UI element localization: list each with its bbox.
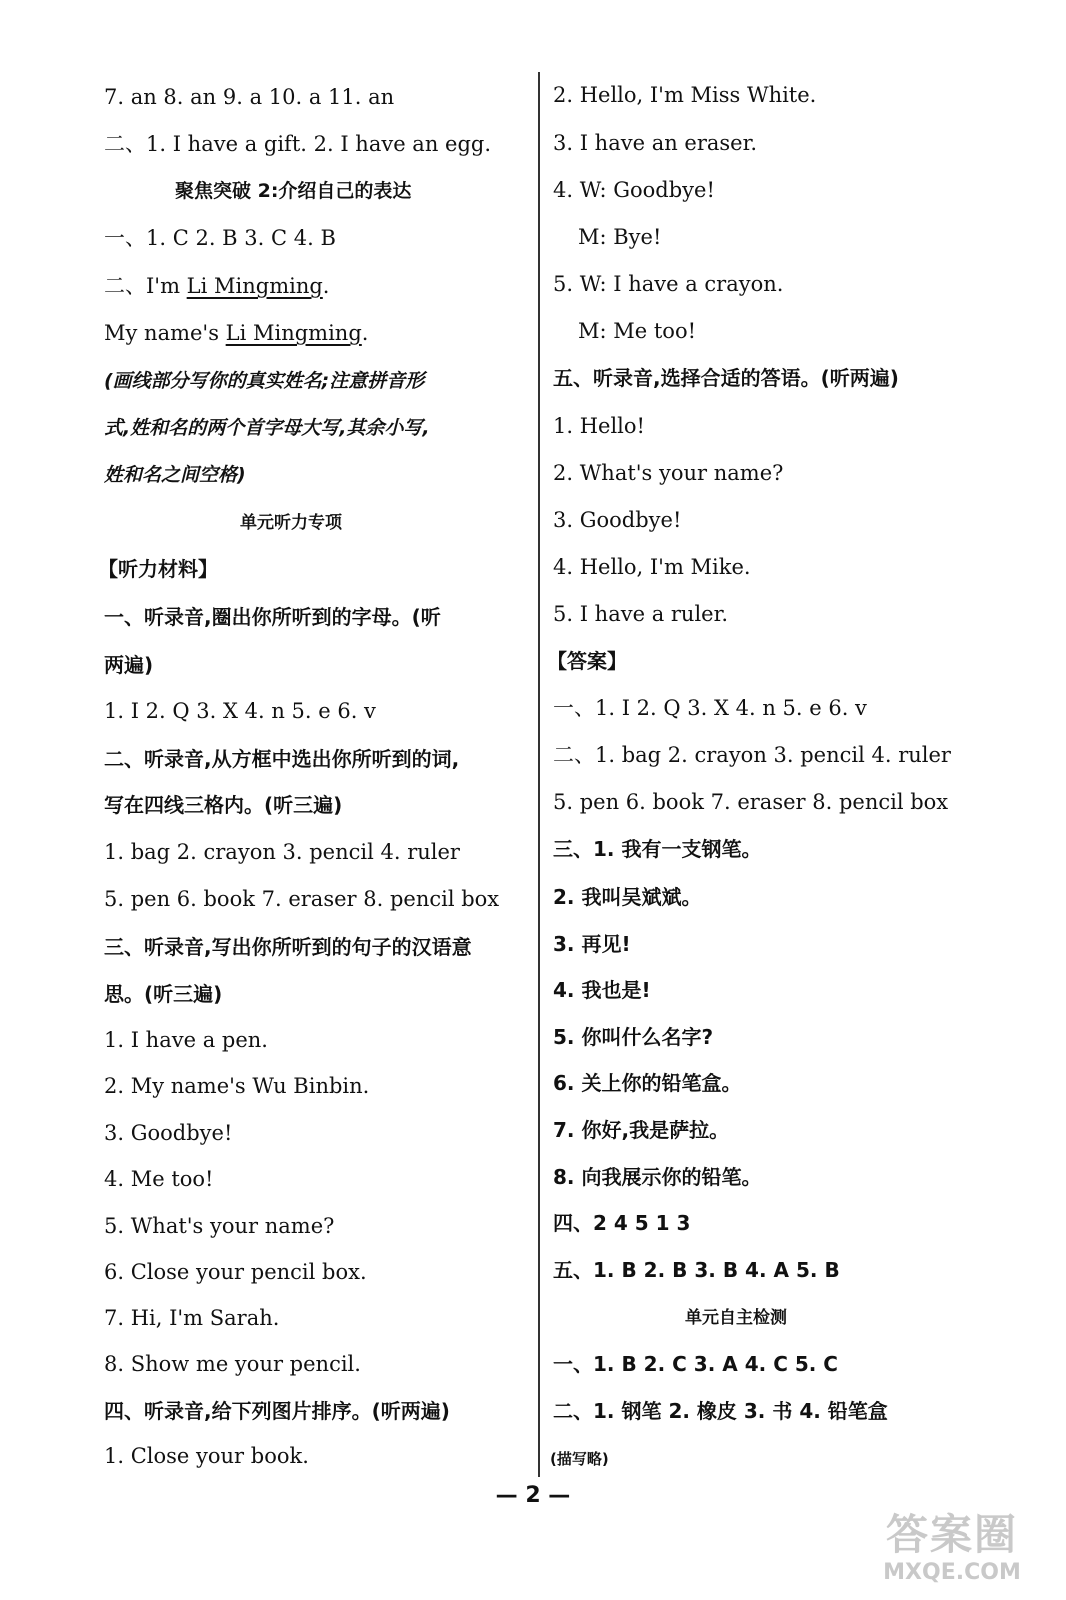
answer-line: 2. Hello, I'm Miss White. — [553, 83, 817, 107]
answer-line — [104, 318, 368, 348]
answer-line: 1. I 2. Q 3. X 4. n 5. e 6. v — [104, 699, 376, 723]
answer-line: 5. 你叫什么名字? — [553, 1025, 714, 1049]
answer-line: 8. Show me your pencil. — [104, 1352, 361, 1376]
page-number: — 2 — — [495, 1483, 571, 1508]
answer-line: 1. bag 2. crayon 3. pencil 4. ruler — [104, 840, 460, 864]
answer-line: 一、1. B 2. C 3. A 4. C 5. C — [553, 1352, 838, 1376]
answer-line: 4. Me too! — [104, 1167, 214, 1191]
underlined-name: Li Mingming — [225, 321, 362, 345]
answer-line: 4. Hello, I'm Mike. — [553, 555, 751, 579]
answer-line: 8. 向我展示你的铅笔。 — [553, 1165, 762, 1189]
section-heading: 聚焦突破 2:介绍自己的表达 — [175, 180, 412, 202]
answer-line: 7. 你好,我是萨拉。 — [553, 1118, 730, 1142]
answer-prefix: 二、I'm — [104, 274, 187, 298]
answer-line: 2. 我叫吴斌斌。 — [553, 885, 702, 909]
note-line: 姓和名之间空格) — [104, 464, 246, 486]
answer-line: 5. pen 6. book 7. eraser 8. pencil box — [104, 887, 500, 911]
answer-line: M: Bye! — [578, 225, 662, 249]
watermark-logo — [852, 1510, 1052, 1592]
section-label: 【答案】 — [547, 649, 627, 673]
answer-line: 3. Goodbye! — [104, 1121, 233, 1145]
answer-line: 5. W: I have a crayon. — [553, 272, 784, 296]
answer-line: M: Me too! — [578, 319, 697, 343]
answer-line: 五、1. B 2. B 3. B 4. A 5. B — [553, 1258, 840, 1282]
section-heading: 单元自主检测 — [685, 1308, 787, 1328]
answer-line: 5. I have a ruler. — [553, 602, 729, 626]
answer-line: 6. 关上你的铅笔盒。 — [553, 1071, 742, 1095]
question-heading: 五、听录音,选择合适的答语。(听两遍) — [553, 366, 899, 390]
answer-line: 3. I have an eraser. — [553, 131, 758, 155]
section-label: 【听力材料】 — [98, 557, 218, 581]
section-heading: 单元听力专项 — [240, 513, 342, 533]
question-heading: 一、听录音,圈出你所听到的字母。(听 — [104, 605, 441, 629]
answer-line — [104, 271, 329, 301]
answer-line: 二、1. 钢笔 2. 橡皮 3. 书 4. 铅笔盒 — [553, 1399, 888, 1423]
underlined-name: Li Mingming — [186, 274, 323, 298]
answer-line: 4. 我也是! — [553, 978, 651, 1002]
question-heading: 写在四线三格内。(听三遍) — [104, 793, 343, 817]
note-line: (画线部分写你的真实姓名;注意拼音形 — [104, 370, 425, 392]
answer-line: 7. Hi, I'm Sarah. — [104, 1306, 280, 1330]
column-divider — [538, 72, 540, 1477]
answer-line: 一、1. C 2. B 3. C 4. B — [104, 226, 336, 250]
answer-line: 4. W: Goodbye! — [553, 178, 715, 202]
question-heading: 两遍) — [104, 653, 154, 677]
answer-line: 二、1. bag 2. crayon 3. pencil 4. ruler — [553, 743, 951, 767]
question-heading: 四、听录音,给下列图片排序。(听两遍) — [104, 1399, 450, 1423]
answer-line: 5. pen 6. book 7. eraser 8. pencil box — [553, 790, 949, 814]
answer-line: 1. Close your book. — [104, 1444, 309, 1468]
note-line: (描写略) — [550, 1450, 609, 1468]
answer-line: 一、1. I 2. Q 3. X 4. n 5. e 6. v — [553, 696, 867, 720]
question-heading: 二、听录音,从方框中选出你所听到的词, — [104, 747, 460, 771]
note-line: 式,姓和名的两个首字母大写,其余小写, — [104, 417, 430, 439]
question-heading: 三、听录音,写出你所听到的句子的汉语意 — [104, 935, 472, 959]
answer-suffix: . — [322, 274, 330, 298]
answer-line: 四、2 4 5 1 3 — [553, 1211, 691, 1235]
answer-line: 3. Goodbye! — [553, 508, 682, 532]
answer-prefix: My name's — [104, 321, 226, 345]
answer-line: 三、1. 我有一支钢笔。 — [553, 837, 762, 861]
watermark-text: 答案圈 — [885, 1510, 1018, 1559]
answer-line: 3. 再见! — [553, 932, 631, 956]
answer-suffix: . — [361, 321, 369, 345]
answer-line: 2. What's your name? — [553, 461, 784, 485]
answer-line: 1. I have a pen. — [104, 1028, 268, 1052]
answer-line: 6. Close your pencil box. — [104, 1260, 367, 1284]
answer-line: 5. What's your name? — [104, 1214, 335, 1238]
watermark-url: MXQE.COM — [883, 1560, 1021, 1585]
answer-line: 二、1. I have a gift. 2. I have an egg. — [104, 132, 492, 156]
answer-line: 7. an 8. an 9. a 10. a 11. an — [104, 85, 395, 109]
question-heading: 思。(听三遍) — [104, 982, 223, 1006]
answer-line: 1. Hello! — [553, 414, 645, 438]
answer-line: 2. My name's Wu Binbin. — [104, 1074, 370, 1098]
